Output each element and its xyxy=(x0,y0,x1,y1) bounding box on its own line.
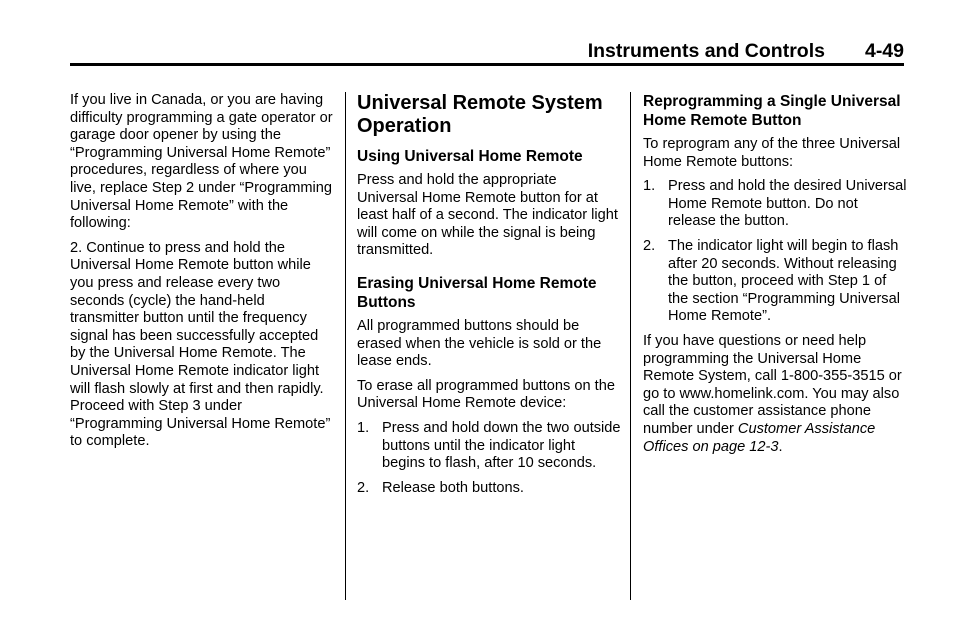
step-text: Press and hold down the two outside buttons until the indicator light begins to flash, after 10 seconds. xyxy=(382,419,621,472)
erasing-heading: Erasing Universal Home Remote Buttons xyxy=(357,274,597,311)
list-item xyxy=(357,420,621,473)
reprogram-steps-list xyxy=(643,178,907,326)
section-title: Instruments and Controls xyxy=(587,40,825,62)
column-left xyxy=(70,92,336,458)
list-item xyxy=(643,178,907,231)
step-text: The indicator light will begin to flash after 20 seconds. Without releasing the button, proceed with Step 1 of the section “Programming Universal Home Remote”. xyxy=(668,237,900,325)
section-heading: Universal Remote System Operation xyxy=(357,92,603,137)
step-number: 2. xyxy=(643,237,656,254)
erase-intro-paragraph: To erase all programmed buttons on the Universal Home Remote device: xyxy=(357,377,615,412)
help-text: If you have questions or need help programming the Universal Home Remote System, call 1-800-355-3515 or go to www.homelink.com. You may also call the customer assistance phone number under xyxy=(643,332,902,437)
canada-paragraph: If you live in Canada, or you are having difficulty programming a gate operator or garage door opener by using the “Programming Universal Home Remote” procedures, regardless of where you live, replace Step 2 under “Programming Universal Home Remote” with the following: xyxy=(70,92,333,232)
step-number: 1. xyxy=(357,419,370,436)
step2-replacement-paragraph: 2. Continue to press and hold the Universal Home Remote button while you press and release every two seconds (cycle) the hand-held transmitter button until the frequency signal has been successfully accepted by the Universal Home Remote. The Universal Home Remote indicator light will flash slowly at first and then rapidly. Proceed with Step 3 under “Programming Universal Home Remote” to complete. xyxy=(70,239,331,450)
reprogramming-heading: Reprogramming a Single Universal Home Remote Button xyxy=(643,93,901,129)
using-paragraph: Press and hold the appropriate Universal Home Remote button for at least half of a second. The indicator light will come on while the signal is being transmitted. xyxy=(357,172,618,259)
list-item xyxy=(643,238,907,326)
column-right xyxy=(643,92,907,463)
using-heading: Using Universal Home Remote xyxy=(357,148,583,165)
step-text: Press and hold the desired Universal Home Remote button. Do not release the button. xyxy=(668,178,907,230)
list-item xyxy=(357,480,621,498)
step-text: Release both buttons. xyxy=(382,479,524,496)
cross-reference-link[interactable]: Customer Assistance Offices on page 12-3 xyxy=(643,420,876,455)
column-divider xyxy=(345,92,346,600)
column-divider xyxy=(630,92,631,600)
reprogram-intro-paragraph: To reprogram any of the three Universal Home Remote buttons: xyxy=(643,136,901,170)
erase-steps-list xyxy=(357,420,621,497)
column-middle xyxy=(357,92,621,504)
page-number: 4-49 xyxy=(864,40,904,62)
help-text-end: . xyxy=(778,438,783,455)
erasing-paragraph: All programmed buttons should be erased when the vehicle is sold or the lease ends. xyxy=(357,317,602,370)
step-number: 1. xyxy=(643,178,656,195)
header-rule xyxy=(70,63,904,66)
page-header xyxy=(70,38,904,64)
step-number: 2. xyxy=(357,479,370,496)
help-paragraph xyxy=(643,333,907,456)
